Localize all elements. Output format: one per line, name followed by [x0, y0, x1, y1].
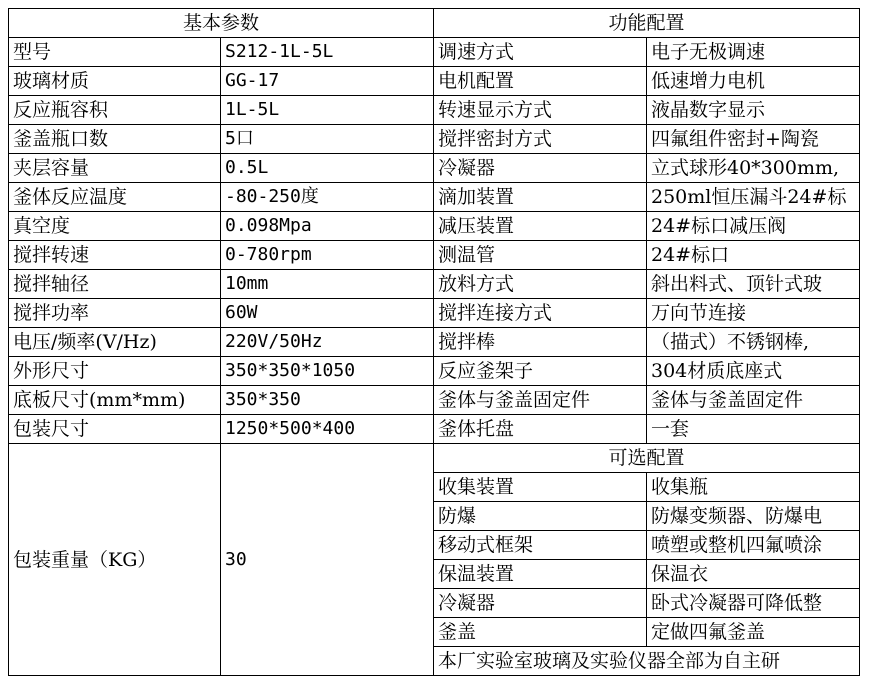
basic-label: 玻璃材质 — [9, 67, 221, 96]
function-label: 反应釜架子 — [434, 357, 647, 386]
basic-label: 搅拌轴径 — [9, 270, 221, 299]
optional-value: 喷塑或整机四氟喷涂 — [647, 531, 860, 560]
function-value: 立式球形40*300mm, — [647, 154, 860, 183]
basic-value: 60W — [221, 299, 434, 328]
basic-value: 0-780rpm — [221, 241, 434, 270]
basic-label: 底板尺寸(mm*mm) — [9, 386, 221, 415]
table-row — [9, 96, 860, 125]
basic-value: 5口 — [221, 125, 434, 154]
function-label: 测温管 — [434, 241, 647, 270]
spec-table — [8, 8, 860, 676]
function-label: 调速方式 — [434, 38, 647, 67]
function-label: 搅拌连接方式 — [434, 299, 647, 328]
basic-label: 真空度 — [9, 212, 221, 241]
optional-label: 防爆 — [434, 502, 647, 531]
basic-label: 搅拌功率 — [9, 299, 221, 328]
optional-value: 定做四氟釜盖 — [647, 618, 860, 647]
optional-value: 保温衣 — [647, 560, 860, 589]
table-row — [9, 386, 860, 415]
optional-label: 收集装置 — [434, 473, 647, 502]
table-row — [9, 125, 860, 154]
table-row — [9, 183, 860, 212]
function-value: 釜体与釜盖固定件 — [647, 386, 860, 415]
basic-label: 外形尺寸 — [9, 357, 221, 386]
optional-value: 卧式冷凝器可降低整 — [647, 589, 860, 618]
footer-note: 本厂实验室玻璃及实验仪器全部为自主研 — [434, 647, 860, 676]
basic-value: 220V/50Hz — [221, 328, 434, 357]
basic-label: 釜盖瓶口数 — [9, 125, 221, 154]
table-row — [9, 38, 860, 67]
table-row — [9, 270, 860, 299]
function-label: 滴加装置 — [434, 183, 647, 212]
function-label: 搅拌密封方式 — [434, 125, 647, 154]
basic-label: 搅拌转速 — [9, 241, 221, 270]
basic-value: GG-17 — [221, 67, 434, 96]
table-row — [9, 67, 860, 96]
optional-value: 收集瓶 — [647, 473, 860, 502]
table-row — [9, 357, 860, 386]
table-row — [9, 241, 860, 270]
optional-label: 釜盖 — [434, 618, 647, 647]
optional-label: 保温装置 — [434, 560, 647, 589]
basic-value: 0.5L — [221, 154, 434, 183]
function-value: 一套 — [647, 415, 860, 444]
table-row — [9, 154, 860, 183]
basic-value: 0.098Mpa — [221, 212, 434, 241]
function-value: 液晶数字显示 — [647, 96, 860, 125]
basic-params-header: 基本参数 — [9, 9, 434, 38]
optional-label: 移动式框架 — [434, 531, 647, 560]
function-value: 24#标口减压阀 — [647, 212, 860, 241]
function-label: 减压装置 — [434, 212, 647, 241]
basic-label: 反应瓶容积 — [9, 96, 221, 125]
function-value: （描式）不锈钢棒, — [647, 328, 860, 357]
basic-label: 夹层容量 — [9, 154, 221, 183]
function-config-header: 功能配置 — [434, 9, 860, 38]
optional-config-header: 可选配置 — [434, 444, 860, 473]
table-row — [9, 328, 860, 357]
table-row — [9, 415, 860, 444]
function-value: 万向节连接 — [647, 299, 860, 328]
function-value: 斜出料式、顶针式玻 — [647, 270, 860, 299]
function-value: 低速增力电机 — [647, 67, 860, 96]
function-value: 24#标口 — [647, 241, 860, 270]
weight-label: 包装重量（KG） — [9, 444, 221, 676]
function-value: 电子无极调速 — [647, 38, 860, 67]
function-value: 304材质底座式 — [647, 357, 860, 386]
function-label: 放料方式 — [434, 270, 647, 299]
function-label: 转速显示方式 — [434, 96, 647, 125]
basic-value: 1L-5L — [221, 96, 434, 125]
basic-label: 电压/频率(V/Hz) — [9, 328, 221, 357]
table-row — [9, 444, 860, 473]
function-label: 搅拌棒 — [434, 328, 647, 357]
basic-value: -80-250度 — [221, 183, 434, 212]
basic-value: S212-1L-5L — [221, 38, 434, 67]
table-row — [9, 299, 860, 328]
basic-value: 10mm — [221, 270, 434, 299]
basic-value: 350*350*1050 — [221, 357, 434, 386]
header-row — [9, 9, 860, 38]
table-row — [9, 212, 860, 241]
basic-label: 型号 — [9, 38, 221, 67]
function-label: 釜体与釜盖固定件 — [434, 386, 647, 415]
optional-value: 防爆变频器、防爆电 — [647, 502, 860, 531]
function-label: 釜体托盘 — [434, 415, 647, 444]
basic-label: 包装尺寸 — [9, 415, 221, 444]
function-label: 冷凝器 — [434, 154, 647, 183]
function-label: 电机配置 — [434, 67, 647, 96]
function-value: 250ml恒压漏斗24#标 — [647, 183, 860, 212]
basic-value: 350*350 — [221, 386, 434, 415]
basic-label: 釜体反应温度 — [9, 183, 221, 212]
function-value: 四氟组件密封+陶瓷 — [647, 125, 860, 154]
basic-value: 1250*500*400 — [221, 415, 434, 444]
weight-value: 30 — [221, 444, 434, 676]
optional-label: 冷凝器 — [434, 589, 647, 618]
